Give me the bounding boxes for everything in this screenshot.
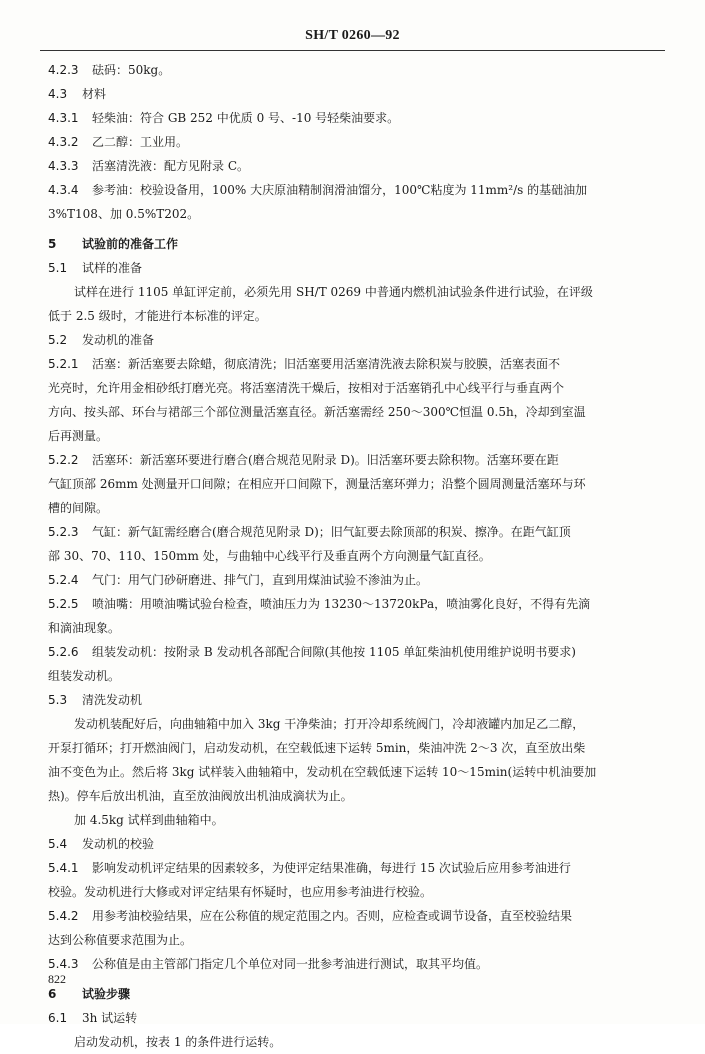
clause-5-2-1-cont: [48, 424, 668, 448]
clause-text: 3h 试运转: [82, 1011, 138, 1025]
clause-text: 气缸：新气缸需经磨合(磨合规范见附录 D)；旧气缸要去除顶部的积炭、擦净。在距气缸顶: [92, 525, 571, 539]
clause-5-2-2: [48, 448, 668, 472]
clause-5-2-5-cont: [48, 616, 668, 640]
clause-4-3-3: [48, 154, 668, 178]
clause-6-1-body: [48, 1030, 668, 1054]
clause-4-3-4-cont: [48, 202, 668, 226]
clause-number: 5.4.2: [48, 909, 79, 923]
clause-number: 4.3.1: [48, 111, 79, 125]
clause-text: 活塞环：新活塞环要进行磨合(磨合规范见附录 D)。旧活塞环要去除积物。活塞环要在距: [92, 453, 559, 467]
clause-text: 3%T108、加 0.5%T202。: [48, 207, 200, 221]
clause-5-4-1-cont: [48, 880, 668, 904]
clause-text: 部 30、70、110、150mm 处，与曲轴中心线平行及垂直两个方向测量气缸直径。: [48, 549, 491, 563]
clause-5-2: [48, 328, 668, 352]
section-title: 试验步骤: [82, 987, 131, 1001]
clause-text: 组装发动机。: [48, 669, 121, 683]
clause-5-2-3-cont: [48, 544, 668, 568]
clause-number: 5.4.3: [48, 957, 79, 971]
clause-5-4-2: [48, 904, 668, 928]
clause-5-2-1-cont: [48, 400, 668, 424]
clause-text: 清洗发动机: [82, 693, 143, 707]
clause-4-3-1: [48, 106, 668, 130]
clause-text: 轻柴油：符合 GB 252 中优质 0 号、-10 号轻柴油要求。: [92, 111, 400, 125]
clause-5-1: [48, 256, 668, 280]
clause-text: 热)。停车后放出机油，直至放油阀放出机油成滴状为止。: [48, 789, 353, 803]
clause-text: 发动机的校验: [82, 837, 155, 851]
section-6-heading: [48, 982, 668, 1006]
clause-5-3-body-add: [48, 808, 668, 832]
clause-text: 试样在进行 1105 单缸评定前，必须先用 SH/T 0269 中普通内燃机油试验条件进行试验，在评级: [74, 285, 593, 299]
clause-text: 槽的间隙。: [48, 501, 109, 515]
clause-5-3-body-cont: [48, 760, 668, 784]
clause-5-4: [48, 832, 668, 856]
clause-text: 方向、按头部、环台与裙部三个部位测量活塞直径。新活塞需经 250～300℃恒温 0.5h，冷却到室温: [48, 405, 586, 419]
clause-5-2-3: [48, 520, 668, 544]
clause-5-1-body: [48, 280, 668, 304]
clause-text: 光亮时，允许用金相砂纸打磨光亮。将活塞清洗干燥后，按相对于活塞销孔中心线平行与垂直两个: [48, 381, 565, 395]
clause-text: 材料: [82, 87, 107, 101]
clause-text: 组装发动机：按附录 B 发动机各部配合间隙(其他按 1105 单缸柴油机使用维护说明书要求): [92, 645, 576, 659]
clause-text: 用参考油校验结果，应在公称值的规定范围之内。否则，应检查或调节设备，直至校验结果: [92, 909, 573, 923]
page-header-standard-code: SH/T 0260—92: [305, 28, 400, 43]
clause-text: 公称值是由主管部门指定几个单位对同一批参考油进行测试，取其平均值。: [92, 957, 489, 971]
clause-text: 后再测量。: [48, 429, 109, 443]
clause-number: 4.3.2: [48, 135, 79, 149]
clause-5-4-3: [48, 952, 668, 976]
clause-text: 试样的准备: [82, 261, 143, 275]
clause-text: 参考油：校验设备用，100% 大庆原油精制润滑油馏分，100℃粘度为 11mm²/s 的基础油加: [92, 183, 588, 197]
clause-text: 低于 2.5 级时，才能进行本标准的评定。: [48, 309, 267, 323]
section-5-heading: [48, 232, 668, 256]
clause-text: 喷油嘴：用喷油嘴试验台检查，喷油压力为 13230～13720kPa，喷油雾化良好，不得有先滴: [92, 597, 591, 611]
clause-number: 5.2.3: [48, 525, 79, 539]
clause-number: 4.2.3: [48, 63, 79, 77]
clause-5-2-4: [48, 568, 668, 592]
clause-text: 气门：用气门砂研磨进、排气门，直到用煤油试验不渗油为止。: [92, 573, 429, 587]
clause-number: 5.2.2: [48, 453, 79, 467]
clause-4-2-3: [48, 58, 668, 82]
clause-text: 达到公称值要求范围为止。: [48, 933, 193, 947]
header-rule: [40, 50, 665, 51]
clause-number: 5.2: [48, 333, 68, 347]
clause-text: 和滴油现象。: [48, 621, 121, 635]
clause-5-2-5: [48, 592, 668, 616]
clause-text: 开泵打循环；打开燃油阀门，启动发动机，在空载低速下运转 5min，柴油冲洗 2～3 次，直至放出柴: [48, 741, 586, 755]
clause-text: 发动机装配好后，向曲轴箱中加入 3kg 干净柴油；打开冷却系统阀门，冷却液罐内加足乙二醇，: [74, 717, 585, 731]
clause-number: 4.3.4: [48, 183, 79, 197]
clause-6-1: [48, 1006, 668, 1030]
clause-number: 5.4: [48, 837, 68, 851]
clause-number: 5.1: [48, 261, 68, 275]
clause-text: 影响发动机评定结果的因素较多，为使评定结果准确，每进行 15 次试验后应用参考油进行: [92, 861, 571, 875]
clause-text: 乙二醇：工业用。: [92, 135, 189, 149]
clause-text: 加 4.5kg 试样到曲轴箱中。: [74, 813, 224, 827]
clause-text: 砝码：50kg。: [92, 63, 171, 77]
clause-5-3-body-cont: [48, 784, 668, 808]
section-title: 试验前的准备工作: [82, 237, 179, 251]
clause-5-2-1-cont: [48, 376, 668, 400]
clause-number: 5.2.5: [48, 597, 79, 611]
clause-5-2-1: [48, 352, 668, 376]
section-number: 6: [48, 987, 57, 1001]
clause-text: 油不变色为止。然后将 3kg 试样装入曲轴箱中，发动机在空载低速下运转 10～15min(运转中机油要加: [48, 765, 597, 779]
clause-number: 5.3: [48, 693, 68, 707]
clause-text: 活塞清洗液：配方见附录 C。: [92, 159, 249, 173]
clause-5-2-2-cont: [48, 472, 668, 496]
clause-5-4-1: [48, 856, 668, 880]
clause-text: 活塞：新活塞要去除蜡，彻底清洗；旧活塞要用活塞清洗液去除积炭与胶膜，活塞表面不: [92, 357, 561, 371]
clause-number: 5.4.1: [48, 861, 79, 875]
clause-5-4-2-cont: [48, 928, 668, 952]
clause-text: 发动机的准备: [82, 333, 155, 347]
clause-number: 5.2.6: [48, 645, 79, 659]
clause-5-3-body: [48, 712, 668, 736]
page-number: 822: [48, 972, 66, 986]
clause-5-1-body-cont: [48, 304, 668, 328]
section-number: 5: [48, 237, 57, 251]
clause-number: 5.2.4: [48, 573, 79, 587]
clause-4-3-4: [48, 178, 668, 202]
clause-number: 4.3: [48, 87, 68, 101]
clause-5-3: [48, 688, 668, 712]
clause-number: 5.2.1: [48, 357, 79, 371]
clause-number: 6.1: [48, 1011, 68, 1025]
clause-5-3-body-cont: [48, 736, 668, 760]
clause-text: 校验。发动机进行大修或对评定结果有怀疑时，也应用参考油进行校验。: [48, 885, 433, 899]
clause-5-2-2-cont: [48, 496, 668, 520]
clause-text: 气缸顶部 26mm 处测量开口间隙；在相应开口间隙下，测量活塞环弹力；沿整个圆周测量活塞环与环: [48, 477, 586, 491]
clause-4-3-2: [48, 130, 668, 154]
clause-number: 4.3.3: [48, 159, 79, 173]
clause-5-2-6: [48, 640, 668, 664]
clause-4-3: [48, 82, 668, 106]
document-body: [48, 58, 668, 1054]
clause-text: 启动发动机，按表 1 的条件进行运转。: [74, 1035, 282, 1049]
clause-5-2-6-cont: [48, 664, 668, 688]
